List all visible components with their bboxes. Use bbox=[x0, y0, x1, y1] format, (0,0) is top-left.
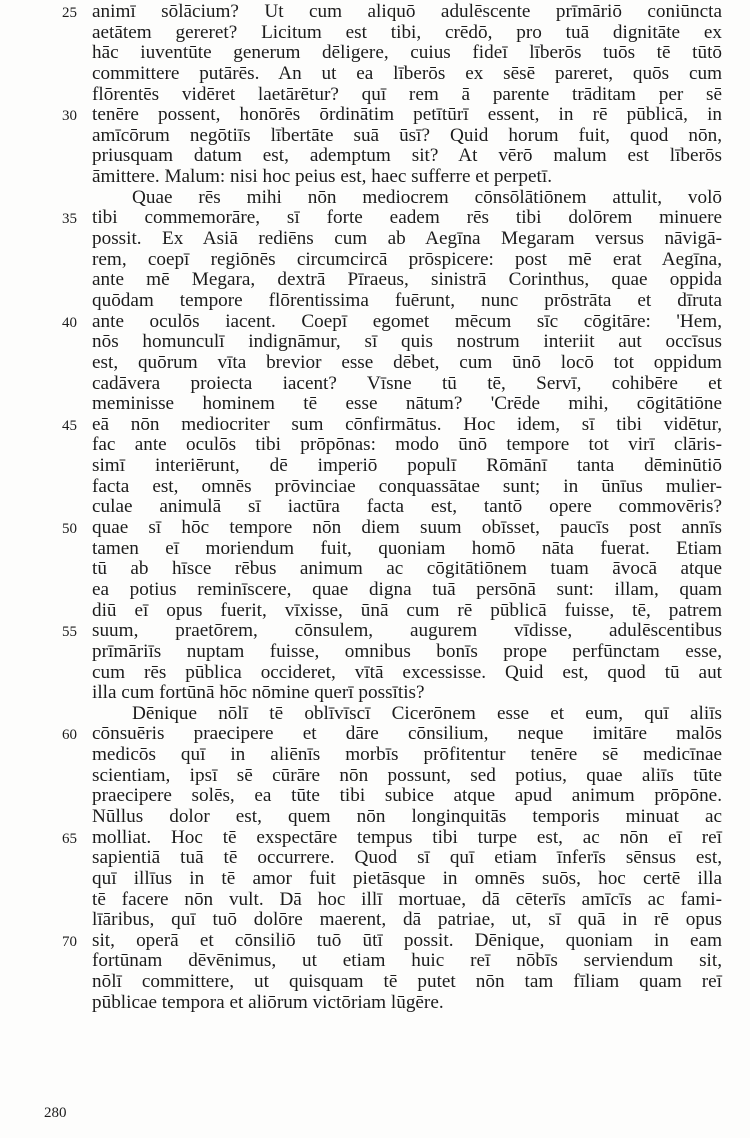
text-line bbox=[92, 786, 722, 807]
line-number: 25 bbox=[62, 5, 77, 21]
line-number: 60 bbox=[62, 727, 77, 744]
text-line bbox=[62, 104, 722, 126]
text-line bbox=[92, 497, 722, 518]
text-line bbox=[62, 517, 722, 539]
line-text: meminisse hominem tē esse nātum? 'Crēde mihi, cōgitātiōne bbox=[92, 393, 722, 415]
line-text: diū eī opus fuerit, vīxisse, ūnā cum rē pūblicā fuisse, tē, patrem bbox=[92, 599, 722, 621]
line-text: pūblicae tempora et aliōrum victōriam lūgēre. bbox=[92, 991, 444, 1013]
text-line bbox=[92, 23, 722, 44]
line-text: flōrentēs vidēret laetārētur? quī rem ā parente trāditam per sē bbox=[92, 83, 722, 105]
text-line bbox=[62, 620, 722, 642]
text-line bbox=[92, 477, 722, 498]
line-text: suum, praetōrem, cōnsulem, augurem vīdisse, adulēscentibus bbox=[92, 620, 722, 642]
line-text: animī sōlācium? Ut cum aliquō adulēscente prīmāriō coniūncta bbox=[92, 1, 722, 22]
line-text: facta est, omnēs prōvinciae conquassātae sunt; in ūnīus mulier- bbox=[92, 475, 722, 497]
line-text: praecipere solēs, ea tūte tibi subice atque apud animum prōpōne. bbox=[92, 785, 722, 807]
text-line bbox=[92, 663, 722, 684]
latin-text-block bbox=[62, 1, 722, 1013]
text-line bbox=[92, 394, 722, 415]
line-text: tibi commemorāre, sī forte eadem rēs tibi dolōrem minuere bbox=[92, 207, 722, 229]
text-line bbox=[92, 580, 722, 601]
line-text: quae sī hōc tempore nōn diem suum obīsset, paucīs post annīs bbox=[92, 517, 722, 539]
line-number: 30 bbox=[62, 108, 77, 125]
line-text: ante oculōs iacent. Coepī egomet mēcum sīc cōgitāre: 'Hem, bbox=[92, 310, 722, 332]
line-text: culae animulā sī iactūra facta est, tantō opere commovēris? bbox=[92, 496, 722, 518]
line-text: priusquam datum est, ademptum sit? At vērō malum est līberōs bbox=[92, 145, 722, 167]
line-text: tū ab hīsce rēbus animum ac cōgitātiōnem tuam āvocā atque bbox=[92, 558, 722, 580]
text-line bbox=[92, 559, 722, 580]
page-number: 280 bbox=[44, 1105, 67, 1121]
text-line bbox=[92, 456, 722, 477]
text-line bbox=[92, 642, 722, 663]
line-text: Nūllus dolor est, quem nōn longinquitās temporis minuat ac bbox=[92, 805, 722, 827]
text-line bbox=[62, 413, 722, 436]
text-line bbox=[92, 188, 722, 209]
text-line bbox=[92, 539, 722, 560]
line-text: cadāvera proiecta iacent? Vīsne tū tē, Servī, cohibēre et bbox=[92, 372, 722, 394]
text-line bbox=[92, 43, 722, 64]
text-line bbox=[62, 207, 722, 229]
line-text: aetātem gereret? Licitum est tibi, crēdō, pro tuā dignitāte ex bbox=[92, 21, 722, 43]
text-line bbox=[62, 929, 722, 952]
line-text: cum rēs pūblica occideret, vītā excessisse. Quid est, quod tū aut bbox=[92, 661, 722, 683]
text-line bbox=[92, 291, 722, 312]
text-line bbox=[92, 910, 722, 931]
text-line bbox=[92, 167, 722, 188]
text-line bbox=[92, 848, 722, 869]
line-text: nōs homunculī indignāmur, sī quis nostrum interiit aut occīsus bbox=[92, 331, 722, 353]
text-line bbox=[92, 64, 722, 85]
line-text: fortūnam dēvēnimus, ut etiam huic reī nōbīs serviendum sit, bbox=[92, 950, 722, 972]
text-line bbox=[92, 250, 722, 271]
text-line bbox=[62, 723, 722, 745]
line-text: cōnsuēris praecipere et dāre cōnsilium, neque imitāre malōs bbox=[92, 723, 722, 745]
line-text: tē facere nōn vult. Dā hoc illī mortuae, dā cēterīs amīcīs ac fami- bbox=[92, 888, 722, 910]
text-line bbox=[92, 745, 722, 766]
text-line bbox=[92, 146, 722, 167]
text-line bbox=[92, 85, 722, 106]
line-text: fac ante oculōs tibi prōpōnas: modo ūnō tempore tot virī clāris- bbox=[92, 434, 722, 456]
text-line bbox=[92, 951, 722, 972]
line-text: āmittere. Malum: nisi hoc peius est, haec sufferre et perpetī. bbox=[92, 166, 552, 188]
line-text: prīmāriīs nuptam fuisse, omnibus bonīs prope perfūnctam esse, bbox=[92, 640, 722, 662]
line-text: līāribus, quī tuō dolōre maerent, dā patriae, ut, sī quā in rē opus bbox=[92, 909, 722, 931]
line-text: est, quōrum vīta brevior esse dēbet, cum ūnō locō tot oppidum bbox=[92, 351, 722, 373]
line-text: illa cum fortūnā hōc nōmine querī possītis? bbox=[92, 682, 425, 704]
line-text: quōdam tempore flōrentissima fuērunt, nunc prōstrāta et dīruta bbox=[92, 289, 722, 311]
line-number: 40 bbox=[62, 314, 77, 331]
line-text: hāc iuventūte generum dēligere, cuius fideī līberōs tuōs tē tūtō bbox=[92, 42, 722, 64]
text-line bbox=[92, 807, 722, 828]
line-number: 55 bbox=[62, 624, 77, 641]
line-text: tenēre possent, honōrēs ōrdinātim petītūrī essent, in rē pūblicā, in bbox=[92, 104, 722, 126]
text-line bbox=[92, 374, 722, 395]
text-line bbox=[62, 826, 722, 849]
line-text: possit. Ex Asiā rediēns cum ab Aegīna Megaram versus nāvigā- bbox=[92, 228, 722, 250]
text-line bbox=[92, 869, 722, 890]
line-text: eā nōn mediocriter sum cōnfirmātus. Hoc idem, sī tibi vidētur, bbox=[92, 413, 722, 435]
text-line bbox=[92, 126, 722, 147]
text-line bbox=[92, 435, 722, 456]
line-text: ea potius reminīscere, quae digna tuā persōnā sunt: illam, quam bbox=[92, 578, 722, 600]
text-line bbox=[92, 704, 722, 725]
line-number: 70 bbox=[62, 933, 77, 950]
line-text: rem, coepī regiōnēs circumcircā prōspicere: post mē erat Aegīna, bbox=[92, 248, 722, 270]
text-line bbox=[92, 683, 722, 704]
text-line bbox=[92, 601, 722, 622]
line-text: nōlī committere, ut quisquam tē putet nōn tam fīliam quam reī bbox=[92, 971, 722, 993]
line-text: ante mē Megara, dextrā Pīraeus, sinistrā Corinthus, quae oppida bbox=[92, 269, 722, 291]
line-text: committere putārēs. An ut ea līberōs ex sēsē pareret, quōs cum bbox=[92, 62, 722, 84]
line-text: medicōs quī in aliēnīs morbīs prōfitentur tenēre sē medicīnae bbox=[92, 744, 722, 766]
line-number: 65 bbox=[62, 830, 77, 847]
line-text: scientiam, ipsī sē cūrāre nōn possunt, sed potius, quae aliīs tūte bbox=[92, 764, 722, 786]
text-line bbox=[92, 270, 722, 291]
line-text: quī illīus in tē amor fuit pietāsque in omnēs suōs, hoc certē illa bbox=[92, 867, 722, 889]
line-text: sit, operā et cōnsiliō tuō ūtī possit. Dēnique, quoniam in eam bbox=[92, 929, 722, 951]
text-line bbox=[92, 993, 722, 1014]
text-line bbox=[92, 353, 722, 374]
line-text: Dēnique nōlī tē oblīvīscī Cicerōnem esse et eum, quī aliīs bbox=[132, 702, 722, 724]
line-text: Quae rēs mihi nōn mediocrem cōnsōlātiōnem attulit, volō bbox=[132, 186, 722, 208]
text-line bbox=[92, 890, 722, 911]
line-text: sapientiā tuā tē occurrere. Quod sī quī etiam īnferīs sēnsus est, bbox=[92, 847, 722, 869]
line-number: 35 bbox=[62, 211, 77, 228]
line-text: simī interiērunt, dē imperiō populī Rōmānī tanta dēminūtiō bbox=[92, 455, 722, 477]
line-number: 50 bbox=[62, 521, 77, 538]
line-text: tamen eī moriendum fuit, quoniam homō nāta fuerat. Etiam bbox=[92, 537, 722, 559]
text-line bbox=[92, 766, 722, 787]
text-line bbox=[62, 1, 722, 23]
text-line bbox=[92, 332, 722, 353]
text-line bbox=[92, 229, 722, 250]
line-text: amīcōrum negōtiīs lībertāte suā ūsī? Quid horum fuit, quod nōn, bbox=[92, 124, 722, 146]
text-line bbox=[92, 972, 722, 993]
line-text: molliat. Hoc tē exspectāre tempus tibi turpe est, ac nōn eī reī bbox=[92, 826, 722, 848]
line-number: 45 bbox=[62, 417, 77, 434]
text-line bbox=[62, 310, 722, 333]
